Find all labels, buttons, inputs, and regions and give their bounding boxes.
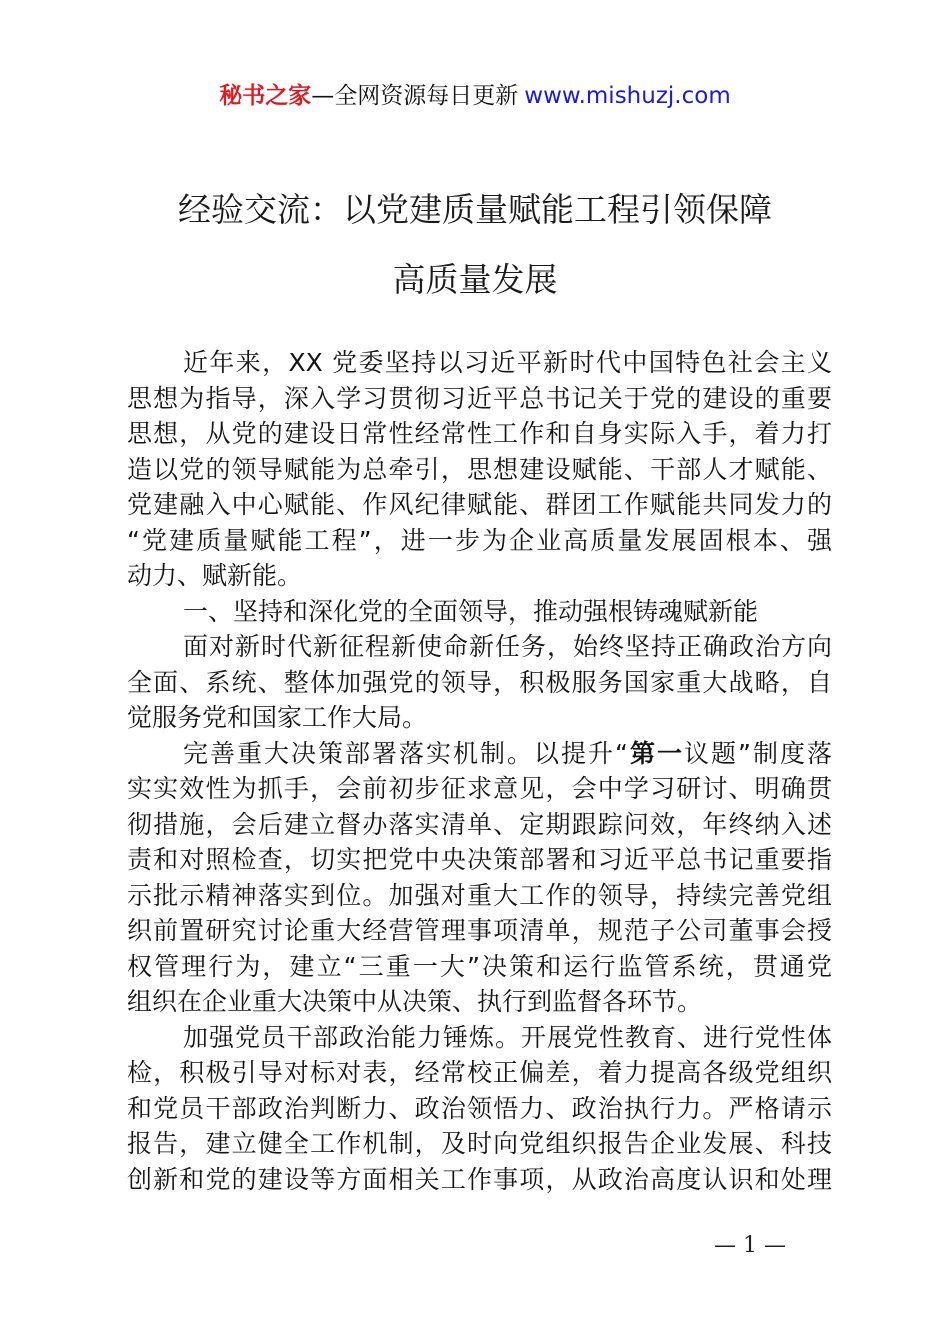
text-line: 织前置研究讨论重大经营管理事项清单，规范子公司董事会授 (127, 916, 832, 945)
text-line: 组织在企业重大决策中从决策、执行到监督各环节。 (127, 987, 703, 1016)
site-header-banner (0, 80, 950, 112)
text-line: 思想，从党的建设日常性经常性工作和自身实际入手，着力打 (127, 419, 832, 448)
header-tagline: —全网资源每日更新 (311, 83, 519, 109)
text-line: 责和对照检查，切实把党中央决策部署和习近平总书记重要指 (127, 845, 832, 874)
text-line: 创新和党的建设等方面相关工作事项，从政治高度认识和处理 (127, 1164, 832, 1194)
text-line: 思想为指导，深入学习贯彻习近平总书记关于党的建设的重要 (127, 383, 832, 413)
bold-emphasis: 第一 (628, 738, 685, 768)
text-line: 加强党员干部政治能力锤炼。开展党性教育、进行党性体 (183, 1022, 832, 1052)
text-line: 示批示精神落实到位。加强对重大工作的领导，持续完善党组 (127, 880, 832, 910)
brand-name: 秘书之家 (219, 83, 312, 109)
text-span: 议题”制度落 (684, 738, 832, 768)
document-title-line-2: 高质量发展 (392, 260, 558, 299)
paragraph-decision-mechanism (127, 736, 832, 1020)
paragraph-section-intro (127, 629, 832, 736)
text-line (127, 736, 832, 772)
text-line: “党建质量赋能工程”，进一步为企业高质量发展固根本、强 (127, 525, 832, 555)
text-line: 近年来，XX 党委坚持以习近平新时代中国特色社会主义 (183, 348, 832, 377)
text-span: 完善重大决策部署落实机制。以提升“ (183, 738, 629, 768)
document-body (127, 345, 832, 1197)
text-line: 党建融入中心赋能、作风纪律赋能、群团工作赋能共同发力的 (127, 490, 832, 519)
text-line: 权管理行为，建立“三重一大”决策和运行监管系统，贯通党 (127, 951, 832, 981)
text-line: 觉服务党和国家工作大局。 (127, 703, 428, 732)
text-line: 彻措施，会后建立督办落实清单、定期跟踪问效，年终纳入述 (127, 809, 832, 839)
section-heading-1 (127, 594, 832, 630)
text-line: 面对新时代新征程新使命新任务，始终坚持正确政治方向 (183, 632, 832, 661)
text-line: 造以党的领导赋能为总牵引，思想建设赋能、干部人才赋能、 (127, 454, 832, 484)
text-line: 检，积极引导对标对表，经常校正偏差，着力提高各级党组织 (127, 1058, 832, 1087)
text-line: 实实效性为抓手，会前初步征求意见，会中学习研讨、明确贯 (127, 774, 832, 803)
text-line: 全面、系统、整体加强党的领导，积极服务国家重大战略，自 (127, 667, 832, 697)
document-title-line-1: 经验交流：以党建质量赋能工程引领保障 (178, 190, 772, 229)
section-heading-text: 一、坚持和深化党的全面领导，推动强根铸魂赋新能 (183, 596, 759, 626)
page-number: — 1 — (714, 1233, 786, 1258)
text-line: 动力、赋新能。 (127, 561, 303, 590)
text-line: 报告，建立健全工作机制，及时向党组织报告企业发展、科技 (127, 1129, 832, 1158)
paragraph-political-ability (127, 1020, 832, 1198)
text-line: 和党员干部政治判断力、政治领悟力、政治执行力。严格请示 (127, 1093, 832, 1123)
paragraph-intro (127, 345, 832, 594)
website-link[interactable]: www.mishuzj.com (524, 83, 731, 109)
